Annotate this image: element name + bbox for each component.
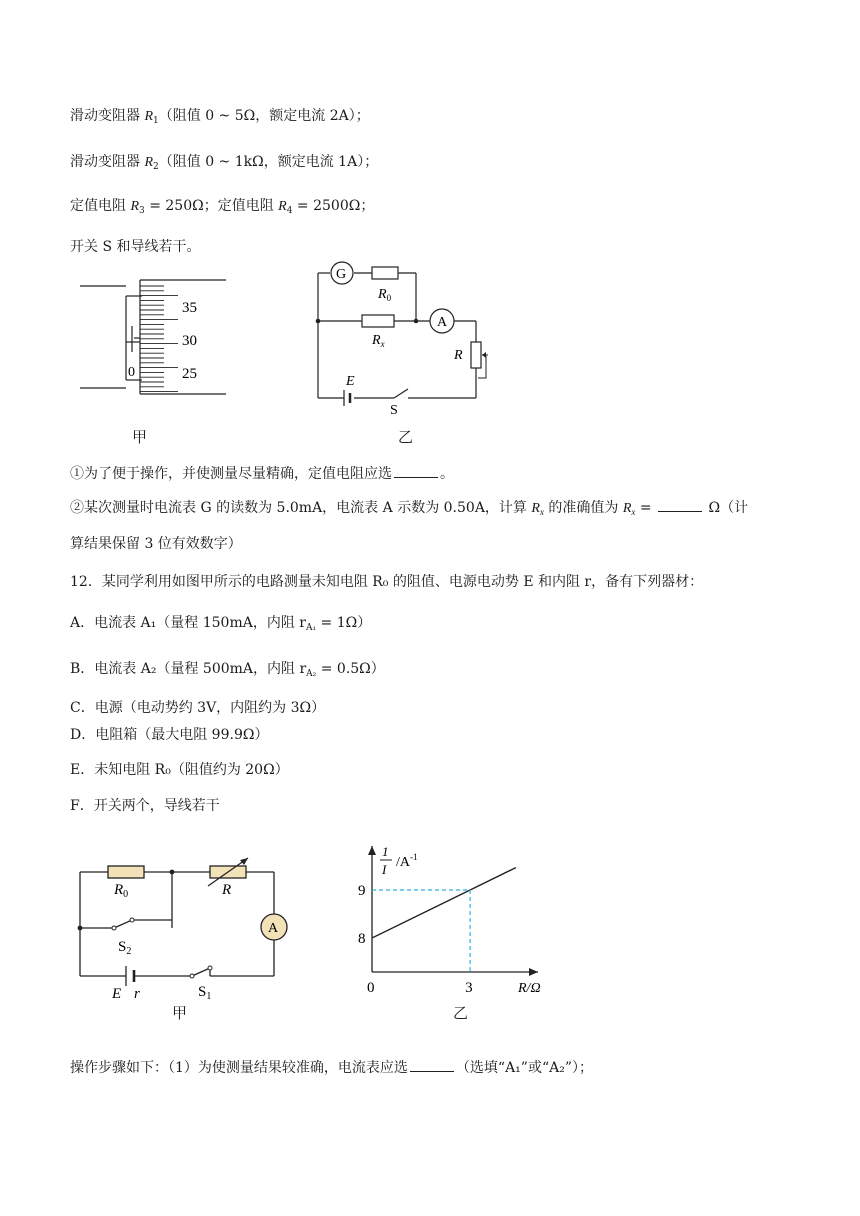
e-label-2: E: [112, 986, 122, 1000]
switch-s1: [192, 968, 210, 976]
q12-option-b: B．电流表 A₂（量程 500mA，内阻 $r_{A_2} = 0.5\Omega$）: [70, 661, 385, 679]
s1-label: S: [198, 984, 207, 1000]
fig2-yi-caption: 乙: [453, 1004, 469, 1022]
item-r2: 滑动变阻器 $R_2$（阻值 0 ~ 1kΩ，额定电流 1A）；: [70, 154, 379, 172]
steps-line: 操作步骤如下：（1）为使测量结果较准确，电流表应选 （选填“A₁”或“A₂”）；: [70, 1060, 593, 1076]
svg-text:Rx: $R_x$: [372, 333, 385, 349]
q12-option-d: D．电阻箱（最大电阻 99.9Ω）: [70, 727, 269, 743]
zero-label: 0: [128, 365, 135, 380]
item-switch: 开关 S 和导线若干。: [70, 239, 201, 255]
s2-label: S: [118, 939, 127, 955]
answer-blank-3[interactable]: [410, 1059, 454, 1072]
circuit-figure-2: [70, 850, 300, 1000]
svg-text:S1: $S_1$: [198, 984, 212, 1000]
svg-text:R0: $R_0$: [114, 882, 129, 900]
fig1-yi-caption: 乙: [398, 428, 414, 446]
item-r1: 滑动变阻器 $R_1$（阻值 0 ~ 5Ω，额定电流 2A）；: [70, 108, 370, 126]
svg-text:S2: $S_2$: [118, 939, 132, 957]
s-label: S: [390, 403, 398, 416]
a-label-2: A: [268, 921, 279, 936]
a-label: A: [437, 315, 448, 330]
tick-x-0: 0: [367, 980, 375, 996]
q12-stem: 12．某同学利用如图甲所示的电路测量未知电阻 R₀ 的阻值、电源电动势 E 和内阻 r，备有下列器材：: [70, 574, 704, 590]
fig1-jia-caption: 甲: [132, 428, 148, 446]
tick-y-9: 9: [358, 883, 366, 899]
y-frac-one: 1: [382, 844, 389, 859]
q11-part2: ②某次测量时电流表 G 的读数为 5.0mA，电流表 A 示数为 0.50A，计算 $R_x$ 的准确值为 $R_x = \Omega$（计: [70, 500, 749, 517]
q11-part1: ①为了便于操作，并使测量尽量精确，定值电阻应选 。: [70, 466, 454, 482]
series-line: [372, 868, 516, 938]
switch-s: [394, 389, 408, 398]
graph-1-over-i-vs-r: [340, 838, 570, 998]
switch-s2: [114, 920, 132, 928]
answer-blank-1[interactable]: [394, 465, 438, 478]
q11-part2-cont: 算结果保留 3 位有效数字）: [70, 536, 242, 552]
q12-option-c: C．电源（电动势约 3V，内阻约为 3Ω）: [70, 700, 326, 716]
item-r3-r4: 定值电阻 $R_3 = 250\Omega$；定值电阻 $R_4 = 2500\Omega$；: [70, 198, 375, 216]
e-label: E: [346, 374, 355, 389]
svg-text:R0: $R_0$: [378, 287, 392, 303]
resistor-rx: [362, 315, 394, 327]
tick-y-8: 8: [358, 931, 366, 947]
q12-option-a: A．电流表 A₁（量程 150mA，内阻 $r_{A_1} = 1\Omega$）: [70, 615, 372, 633]
y-axis-label: /A: [396, 855, 410, 870]
rheostat-r: [471, 342, 481, 368]
g-label: G: [336, 267, 347, 282]
r-label: R: [454, 348, 463, 363]
rx-label: R: [372, 333, 381, 348]
answer-blank-2[interactable]: [658, 499, 702, 512]
resistor-r0: [372, 267, 398, 279]
fig2-jia-caption: 甲: [172, 1004, 188, 1022]
micrometer-figure: [78, 272, 238, 404]
scale-label-30: 30: [182, 333, 197, 349]
rin-label: r: [134, 986, 140, 1000]
scale-label-25: 25: [182, 366, 197, 382]
circuit-figure-1: [306, 256, 496, 416]
y-frac-i: I: [382, 862, 387, 877]
scale-label-35: 35: [182, 300, 197, 316]
x-axis-label: R/Ω: [518, 981, 541, 996]
tick-x-3: 3: [465, 980, 473, 996]
svg-text:/A-1: $/A^{-1}$: [396, 852, 418, 870]
resistor-r0-2: [108, 866, 144, 878]
r-label-2: R: [222, 882, 232, 898]
r0-label: R: [378, 287, 387, 302]
q12-option-e: E．未知电阻 R₀（阻值约为 20Ω）: [70, 762, 289, 778]
r0-label-2: R: [114, 882, 124, 898]
q12-option-f: F．开关两个，导线若干: [70, 798, 220, 814]
